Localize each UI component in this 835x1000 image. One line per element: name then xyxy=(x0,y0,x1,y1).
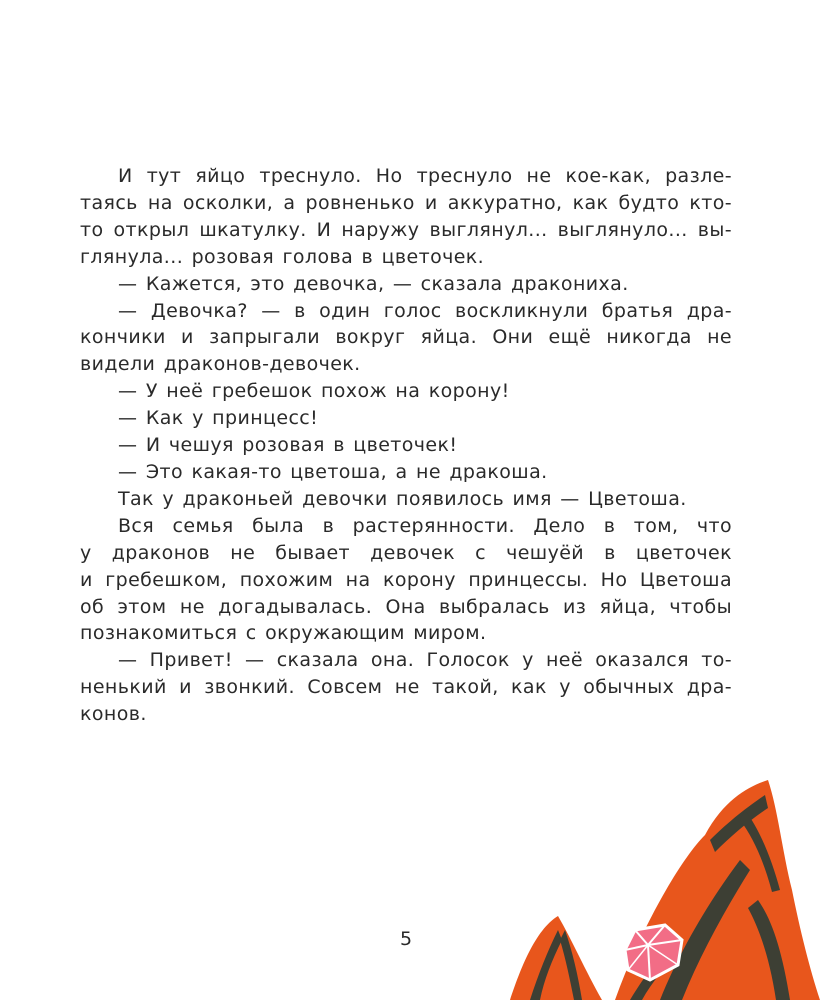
text-line: познакомиться с окружающим миром. xyxy=(80,622,487,645)
text-line: об этом не догадывалась. Она выбралась из яйца, чтобы xyxy=(80,595,732,618)
text-line: глянула... розовая голова в цветочек. xyxy=(80,245,485,268)
text-line: — Как у принцесс! xyxy=(118,407,319,430)
text-line: конов. xyxy=(80,703,147,726)
text-line: то открыл шкатулку. И наружу выглянул... выглянуло... вы- xyxy=(80,218,732,241)
text-line: — И чешуя розовая в цветочек! xyxy=(118,434,458,457)
text-line: — Кажется, это девочка, — сказала дракониха. xyxy=(118,272,629,295)
text-line: — Привет! — сказала она. Голосок у неё оказался то- xyxy=(118,649,732,672)
text-line: — У неё гребешок похож на корону! xyxy=(118,380,510,403)
text-line: видели драконов-девочек. xyxy=(80,353,361,376)
dragon-crest-illustration xyxy=(510,780,835,1000)
story-text xyxy=(80,163,732,728)
text-line: таясь на осколки, а ровненько и аккуратно, как будто кто- xyxy=(80,191,732,214)
text-line: и гребешком, похожим на корону принцессы. Но Цветоша xyxy=(80,568,732,591)
text-line: кончики и запрыгали вокруг яйца. Они ещё никогда не xyxy=(80,326,732,349)
text-line: И тут яйцо треснуло. Но треснуло не кое-как, разле- xyxy=(118,165,732,187)
text-line: Так у драконьей девочки появилось имя — Цветоша. xyxy=(118,487,687,510)
text-line: ненький и звонкий. Совсем не такой, как у обычных дра- xyxy=(80,676,732,699)
text-line: — Девочка? — в один голос воскликнули братья дра- xyxy=(118,299,732,322)
text-line: Вся семья была в растерянности. Дело в том, что xyxy=(118,514,732,537)
text-line: — Это какая-то цветоша, а не дракоша. xyxy=(118,460,548,483)
page-number: 5 xyxy=(399,928,413,950)
text-line: у драконов не бывает девочек с чешуёй в цветочек xyxy=(80,541,732,564)
